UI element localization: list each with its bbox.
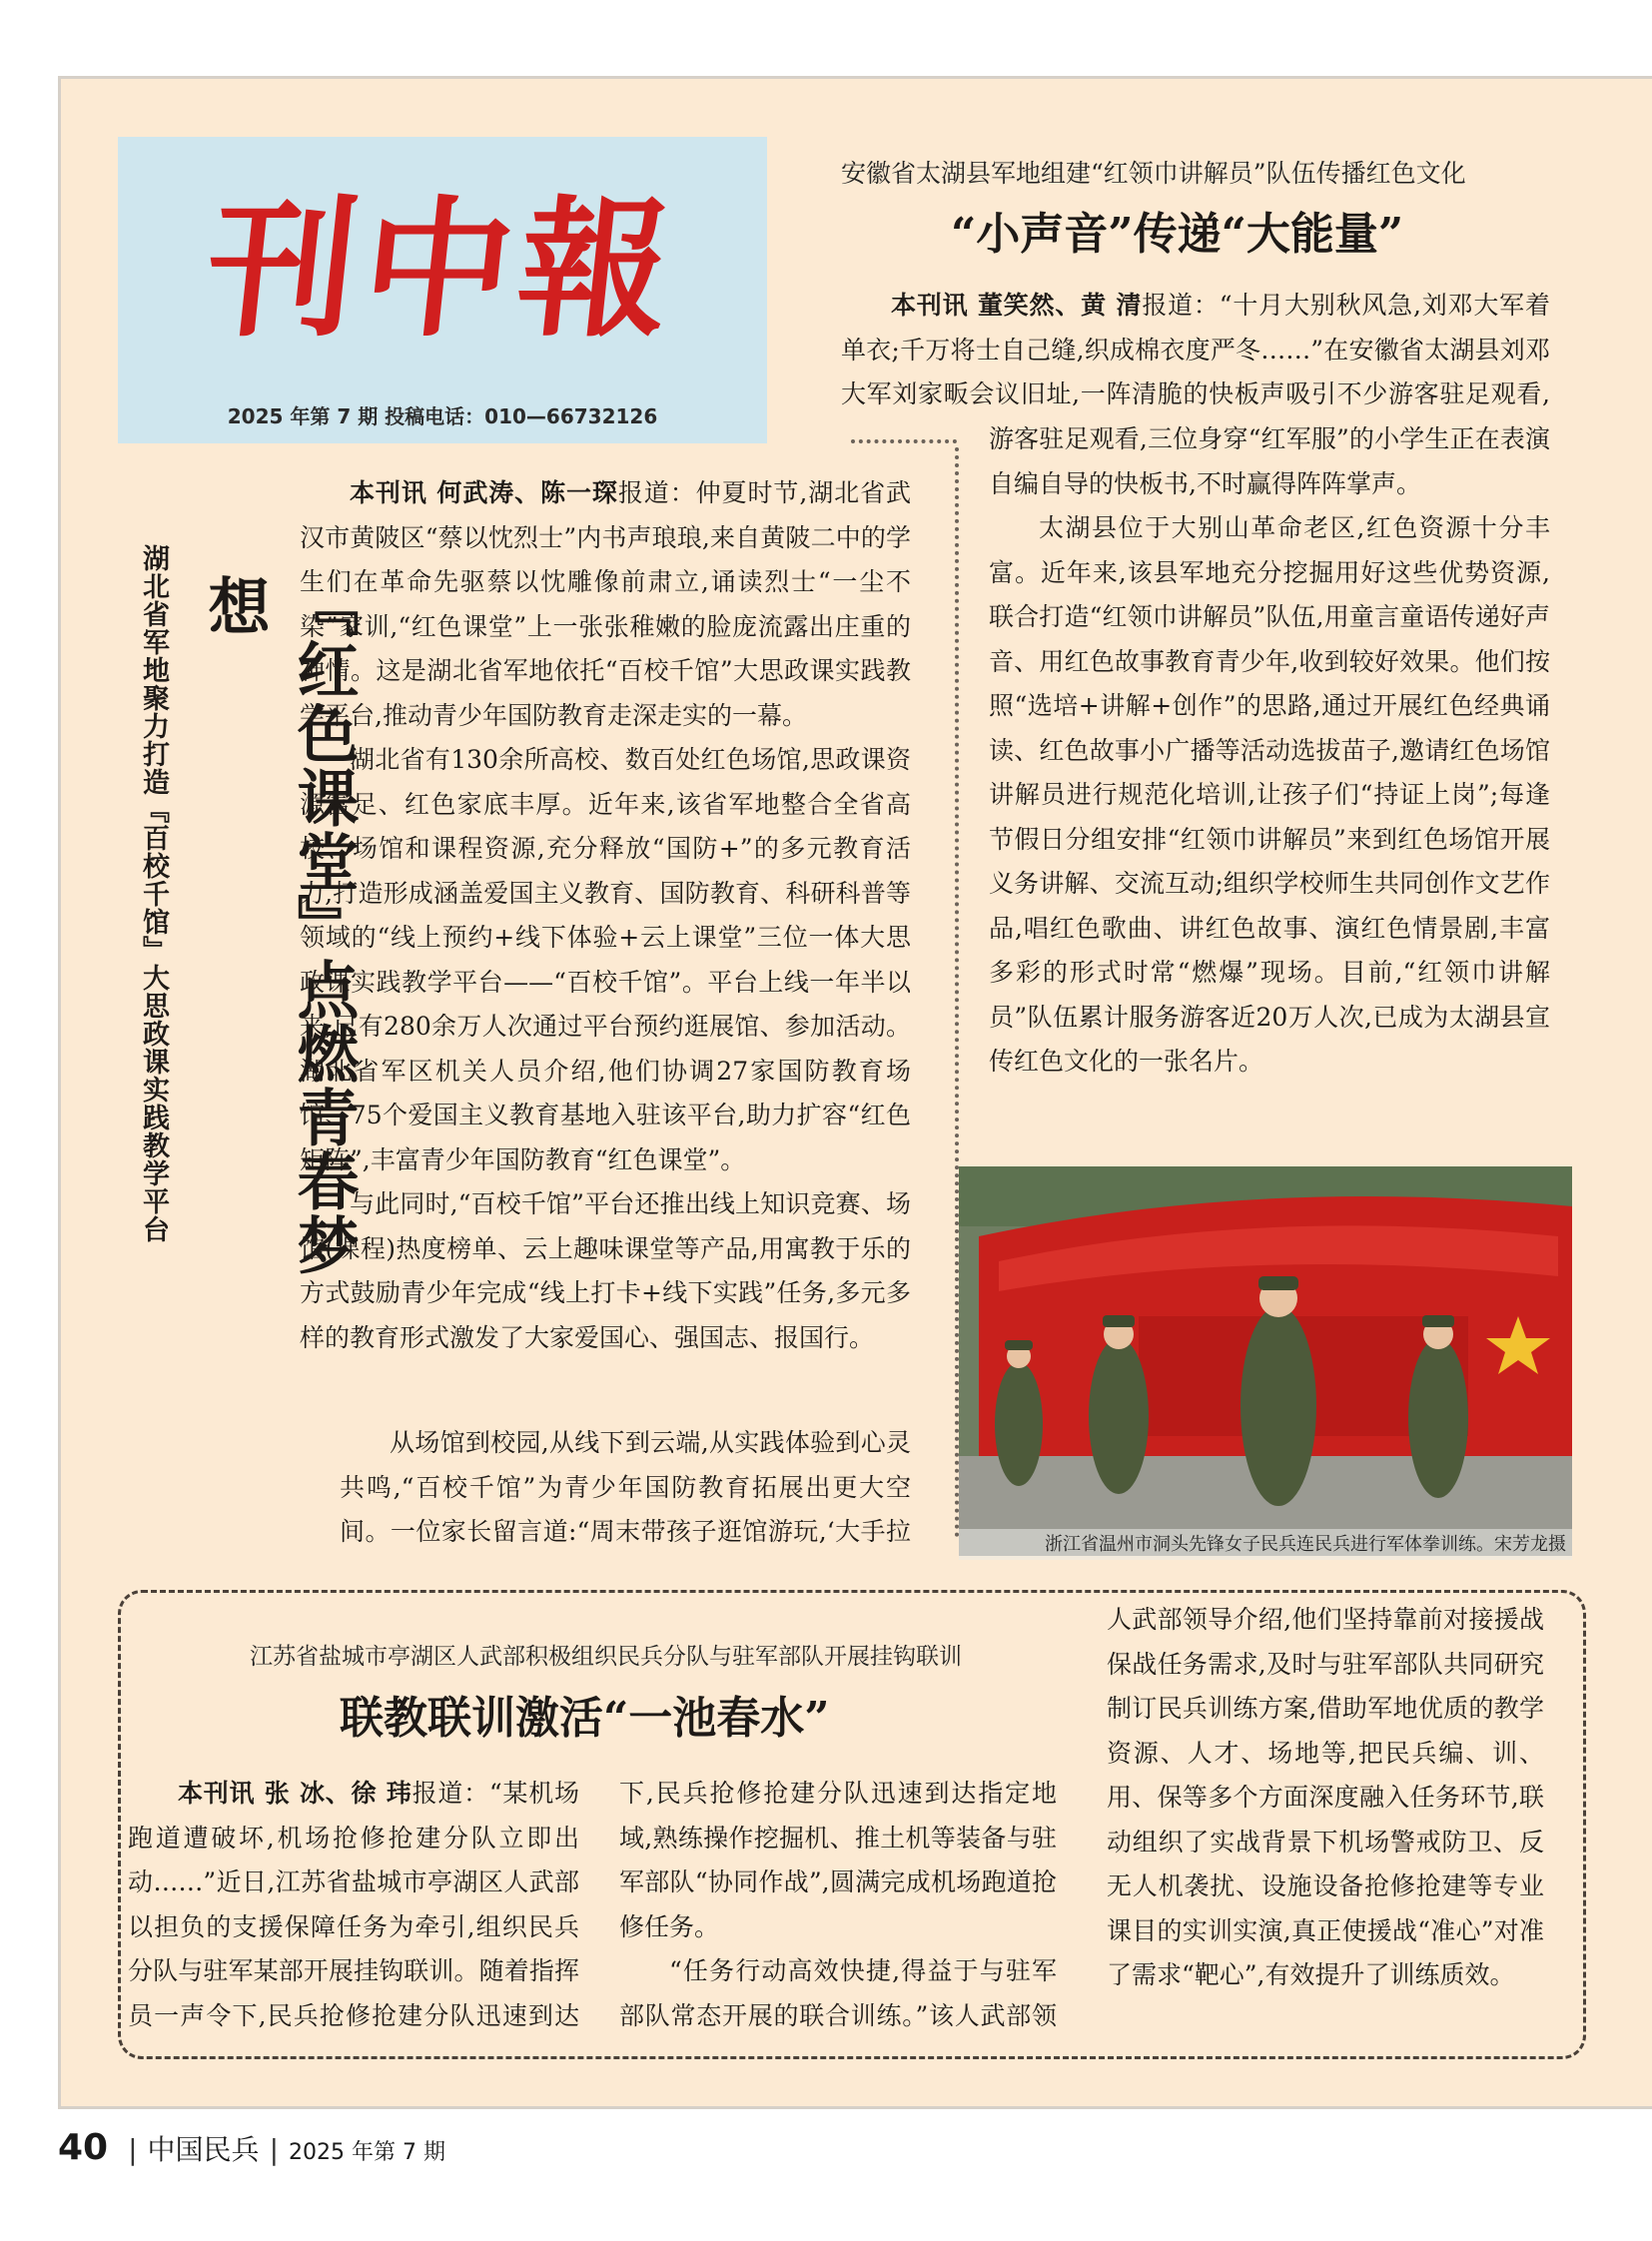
bottom-article-col1 (128, 1772, 579, 2041)
militia-training-photo (959, 1166, 1572, 1556)
bottom-article-headline: 联教联训激活“一池春水” (340, 1693, 830, 1744)
top-article-p1-start: 报道：“十月大别秋风急,刘邓大军着单衣;千万将士自己缝,织成棉衣度严冬……”在安徽省太湖县刘邓大军刘家畈会议旧址,一阵清脆的快板声吸引不少游客驻足观看, (841, 291, 1550, 408)
magazine-name: 中国民兵 (147, 2133, 260, 2166)
dotted-divider-horizontal (851, 439, 957, 443)
top-article-byline: 本刊讯 董笑然、黄 清 (891, 291, 1143, 320)
bottom-article-col3 (1107, 1598, 1544, 2037)
bottom-article-p1: 报道：“某机场跑道遭破坏,机场抢修抢建分队立即出动……”近日,江苏省盐城市亭湖区人武部以担负的支援保障任务为牵引,组织民兵分队与驻军某部开展挂钩联训。随着指挥员一声令下,民兵抢修抢建分队迅速到达 (128, 1779, 579, 2030)
top-article-headline: “小声音”传递“大能量” (951, 209, 1404, 260)
masthead-issue-line: 2025 年第 7 期 投稿电话：010—66732126 (227, 404, 658, 428)
top-article-body-upper (841, 284, 1550, 417)
bottom-article-p2-cont: 人武部领导介绍,他们坚持靠前对接援战保战任务需求,及时与驻军部队共同研究制订民兵训练方案,借助军地优质的教学资源、人才、场地等,把民兵编、训、用、保等多个方面深度融入任务环节,联动组织了实战背景下机场警戒防卫、反无人机袭扰、设施设备抢修抢建等专业课目的实训实演,真正使援战“准心”对准了需求“靶心”,有效提升了训练质效。 (1107, 1605, 1544, 1989)
left-article-byline: 本刊讯 何武涛、陈一琛 (350, 478, 618, 507)
top-article-p1-cont: 游客驻足观看,三位身穿“红军服”的小学生正在表演自编自导的快板书,不时赢得阵阵掌声。 (989, 424, 1550, 498)
bottom-article-byline: 本刊讯 张 冰、徐 玮 (178, 1779, 413, 1808)
page-number: 40 (58, 2127, 109, 2168)
top-article-kicker: 安徽省太湖县军地组建“红领巾讲解员”队伍传播红色文化 (841, 159, 1466, 188)
bottom-article-col2 (619, 1772, 1057, 2041)
masthead (118, 137, 767, 443)
left-article-p3: 与此同时,“百校千馆”平台还推出线上知识竞赛、场馆(课程)热度榜单、云上趣味课堂等产品,用寓教于乐的方式鼓励青少年完成“线上打卡+线下实践”任务,多元多样的教育形式激发了大家爱国心、强国志、报国行。 (300, 1189, 911, 1352)
bottom-article-kicker: 江苏省盐城市亭湖区人武部积极组织民兵分队与驻军部队开展挂钩联训 (250, 1644, 962, 1670)
left-article-subtitle: 湖北省军地聚力打造『百校千馆』大思政课实践教学平台 (138, 544, 169, 1243)
top-article-p2: 太湖县位于大别山革命老区,红色资源十分丰富。近年来,该县军地充分挖掘用好这些优势资源,联合打造“红领巾讲解员”队伍,用童言童语传递好声音、用红色故事教育青少年,收到较好效果。他们按照“选培+讲解+创作”的思路,通过开展红色经典诵读、红色故事小广播等活动选拔苗子,邀请红色场馆讲解员进行规范化培训,让孩子们“持证上岗”;每逢节假日分组安排“红领巾讲解员”来到红色场馆开展义务讲解、交流互动;组织学校师生共同创作文艺作品,唱红色歌曲、讲红色故事、演红色情景剧,丰富多彩的形式时常“燃爆”现场。目前,“红领巾讲解员”队伍累计服务游客近20万人次,已成为太湖县宣传红色文化的一张名片。 (989, 513, 1550, 1076)
page-footer: 40 | 中国民兵 | 2025 年第 7 期 (58, 2127, 445, 2168)
left-article-p1: 报道：仲夏时节,湖北省武汉市黄陂区“蔡以忱烈士”内书声琅琅,来自黄陂二中的学生们在革命先驱蔡以忱雕像前肃立,诵读烈士“一尘不染”家训,“红色课堂”上一张张稚嫩的脸庞流露出庄重的神情。这是湖北省军地依托“百校千馆”大思政课实践教学平台,推动青少年国防教育走深走实的一幕。 (300, 478, 911, 730)
bottom-article-p2: “任务行动高效快捷,得益于与驻军部队常态开展的联合训练。”该人武部领 (619, 1956, 1057, 2030)
masthead-title: 刊中報 (198, 184, 684, 358)
photo-caption: 浙江省温州市洞头先锋女子民兵连民兵进行军体拳训练。宋芳龙摄 (959, 1529, 1572, 1560)
left-article-p4: 从场馆到校园,从线下到云端,从实践体验到心灵共鸣,“百校千馆”为青少年国防教育拓展出更大空间。一位家长留言道:“周末带孩子逛馆游玩,‘大手拉 (340, 1428, 911, 1546)
photo-illustration (959, 1166, 1572, 1556)
bottom-article-p1-cont: 下,民兵抢修抢建分队迅速到达指定地域,熟练操作挖掘机、推土机等装备与驻军部队“协同作战”,圆满完成机场跑道抢修任务。 (619, 1779, 1057, 1941)
left-article-body-wide (140, 1421, 911, 1555)
left-article-body (300, 471, 911, 1430)
left-article-headline: 『红色课堂』点燃青春梦想 (198, 574, 360, 1277)
top-article-body-lower (989, 417, 1550, 1123)
left-article-p2: 湖北省有130余所高校、数百处红色场馆,思政课资源富足、红色家底丰厚。近年来,该省军地整合全省高校、场馆和课程资源,充分释放“国防+”的多元教育活力,打造形成涵盖爱国主义教育、国防教育、科研科普等领域的“线上预约+线下体验+云上课堂”三位一体大思政课实践教学平台——“百校千馆”。平台上线一年半以来,已有280余万人次通过平台预约逛展馆、参加活动。湖北省军区机关人员介绍,他们协调27家国防教育场馆、75个爱国主义教育基地入驻该平台,助力扩容“红色矩阵”,丰富青少年国防教育“红色课堂”。 (300, 745, 911, 1174)
footer-issue: 2025 年第 7 期 (289, 2140, 445, 2165)
